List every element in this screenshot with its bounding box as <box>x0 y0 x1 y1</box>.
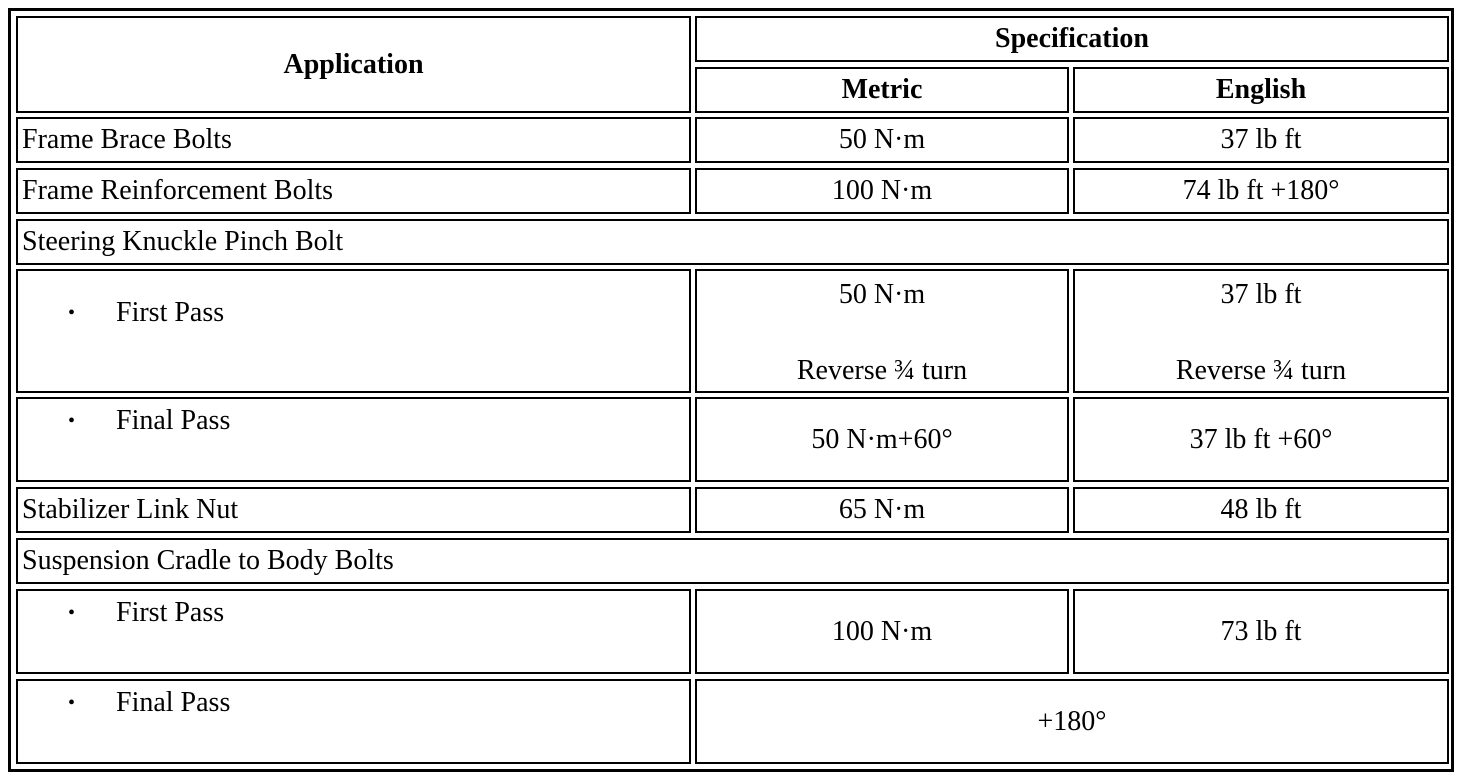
row-steering-final-app <box>16 397 691 482</box>
torque-spec-table <box>8 8 1454 772</box>
app-label: Final Pass <box>116 687 231 718</box>
app-label: Final Pass <box>116 405 231 436</box>
row-steering-first-metric <box>695 269 1069 393</box>
row-stabilizer-english: 48 lb ft <box>1073 487 1449 533</box>
row-cradle-first-english: 73 lb ft <box>1073 589 1449 674</box>
bullet-icon: • <box>68 602 76 624</box>
row-frame-reinforcement-app: Frame Reinforcement Bolts <box>16 168 691 214</box>
bullet-icon: • <box>68 410 76 432</box>
row-cradle-final-app <box>16 679 691 764</box>
row-cradle-first-app <box>16 589 691 674</box>
row-cradle-final-spec: +180° <box>695 679 1449 764</box>
row-stabilizer-metric: 65 N·m <box>695 487 1069 533</box>
row-steering-knuckle-app: Steering Knuckle Pinch Bolt <box>16 219 1449 265</box>
header-specification: Specification <box>695 16 1449 62</box>
row-frame-brace-metric: 50 N·m <box>695 117 1069 163</box>
row-steering-final-english: 37 lb ft +60° <box>1073 397 1449 482</box>
row-steering-final-metric: 50 N·m+60° <box>695 397 1069 482</box>
metric-torque: 50 N·m <box>838 279 926 310</box>
header-metric: Metric <box>695 67 1069 113</box>
bullet-icon: • <box>68 692 76 714</box>
metric-reverse: Reverse ¾ turn <box>796 355 968 386</box>
row-steering-first-app <box>16 269 691 393</box>
row-frame-reinforcement-english: 74 lb ft +180° <box>1073 168 1449 214</box>
row-steering-first-english <box>1073 269 1449 393</box>
header-english: English <box>1073 67 1449 113</box>
english-reverse: Reverse ¾ turn <box>1175 355 1347 386</box>
app-label: First Pass <box>116 297 225 328</box>
row-cradle-first-metric: 100 N·m <box>695 589 1069 674</box>
english-torque: 37 lb ft <box>1220 279 1302 310</box>
row-stabilizer-app: Stabilizer Link Nut <box>16 487 691 533</box>
row-cradle-app: Suspension Cradle to Body Bolts <box>16 538 1449 584</box>
row-frame-brace-app: Frame Brace Bolts <box>16 117 691 163</box>
app-label: First Pass <box>116 597 225 628</box>
row-frame-reinforcement-metric: 100 N·m <box>695 168 1069 214</box>
header-application: Application <box>16 16 691 113</box>
row-frame-brace-english: 37 lb ft <box>1073 117 1449 163</box>
bullet-icon: • <box>68 302 76 324</box>
